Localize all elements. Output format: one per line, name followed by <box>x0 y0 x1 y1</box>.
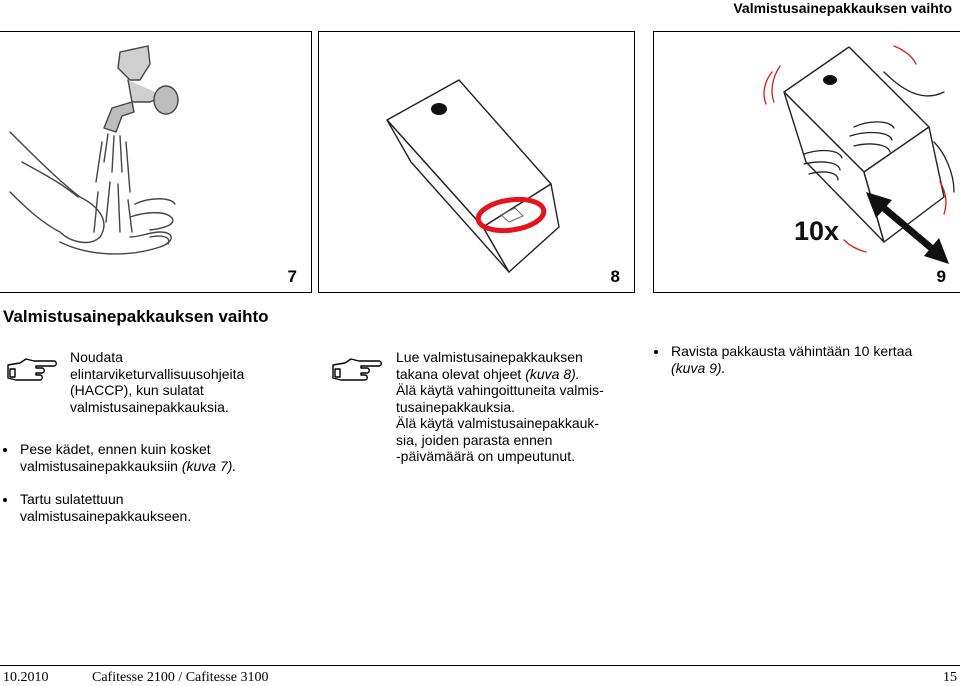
figure-number: 9 <box>936 267 946 286</box>
note-line: Noudata <box>70 349 123 365</box>
bullet-line <box>20 458 236 475</box>
figure-reference: (kuva 8). <box>525 365 580 382</box>
running-header: Valmistusainepakkauksen vaihto <box>733 0 952 16</box>
pointing-hand-icon <box>331 357 383 383</box>
note-line: -päivämäärä on umpeutunut. <box>396 448 575 464</box>
washing-hands-icon <box>0 32 312 294</box>
note-line: Lue valmistusainepakkauksen <box>396 349 583 365</box>
bullet-line: Tartu sulatettuun <box>20 491 124 507</box>
bullet-text: valmistusainepakkauksiin <box>20 457 182 474</box>
bullet-icon <box>3 448 7 452</box>
figure-8-frame <box>318 31 635 293</box>
footer-product: Cafitesse 2100 / Cafitesse 3100 <box>92 670 269 685</box>
bullet-shake-package <box>654 343 954 379</box>
bullet-icon <box>3 498 7 502</box>
bullet-wash-hands <box>3 441 293 477</box>
note-haccp <box>70 349 244 415</box>
note-line: sia, joiden parasta ennen <box>396 431 553 448</box>
figure-7-frame <box>0 31 312 293</box>
repeat-badge: 10x <box>794 216 840 246</box>
note-line: Älä käytä vahingoittuneita valmis- <box>396 382 604 398</box>
figure-reference: (kuva 9). <box>671 359 726 376</box>
bullet-line: valmistusainepakkaukseen. <box>20 507 192 524</box>
figure-9-frame <box>653 31 960 293</box>
footer-date: 10.2010 <box>3 670 49 685</box>
bullet-grab-package <box>3 491 293 527</box>
bullet-line: Ravista pakkausta vähintään 10 kertaa <box>671 343 913 359</box>
note-line: (HACCP), kun sulatat <box>70 382 204 398</box>
figure-reference: (kuva 7). <box>181 457 237 474</box>
note-text: takana olevat ohjeet <box>396 365 526 382</box>
bullet-icon <box>654 350 658 354</box>
note-line: Älä käytä valmistusainepakkauk- <box>396 415 600 431</box>
note-line: tusainepakkauksia. <box>396 398 516 415</box>
pointing-hand-icon <box>6 357 58 383</box>
footer-divider <box>0 665 960 666</box>
shaking-hands-icon <box>654 32 960 294</box>
note-read-instructions <box>396 349 604 465</box>
package-icon <box>319 32 636 294</box>
figure-number: 7 <box>287 267 297 286</box>
bullet-line: Pese kädet, ennen kuin kosket <box>20 441 211 457</box>
note-line <box>396 366 604 383</box>
section-title: Valmistusainepakkauksen vaihto <box>3 307 269 326</box>
note-line: elintarviketurvallisuusohjeita <box>70 365 245 382</box>
note-line: valmistusainepakkauksia. <box>70 398 229 415</box>
figure-number: 8 <box>610 267 620 286</box>
page-number: 15 <box>943 670 957 685</box>
